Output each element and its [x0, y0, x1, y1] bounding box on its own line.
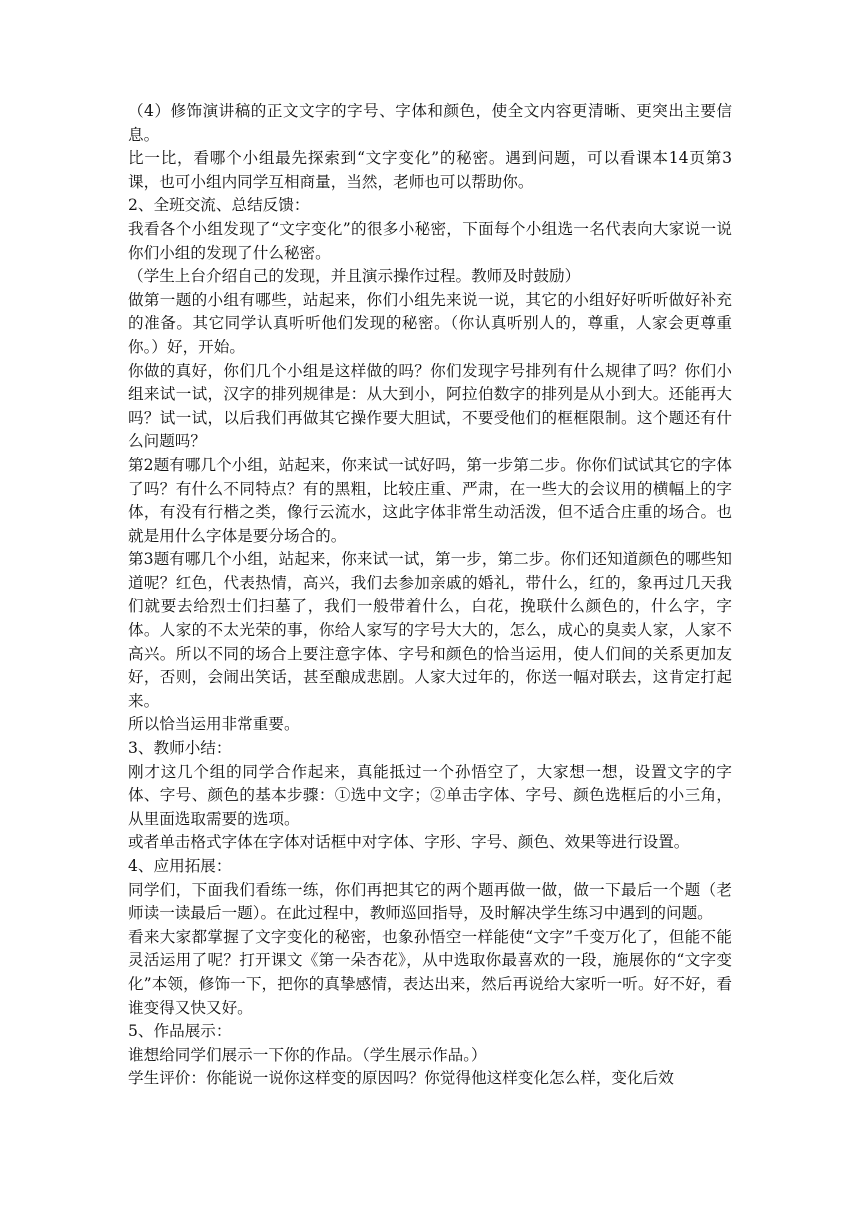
paragraph: （4）修饰演讲稿的正文文字的字号、字体和颜色，使全文内容更清晰、更突出主要信息。	[128, 102, 732, 144]
paragraph: 刚才这几个组的同学合作起来，真能抵过一个孙悟空了，大家想一想，设置文字的字体、字号、颜色的基本步骤：①选中文字；②单击字体、字号、颜色选框后的小三角，从里面选取需要的选项。	[128, 762, 732, 828]
paragraph: 第2题有哪几个小组，站起来，你来试一试好吗，第一步第二步。你你们试试其它的字体了吗？有什么不同特点？有的黑粗，比较庄重、严肃，在一些大的会议用的横幅上的字体，有没有行楷之类，像行云流水，这此字体非常生动活泼，但不适合庄重的场合。也就是用什么字体是要分场合的。	[128, 455, 732, 545]
paragraph: 看来大家都掌握了文字变化的秘密，也象孙悟空一样能使“文字”千变万化了，但能不能灵活运用了呢？打开课文《第一朵杏花》，从中选取你最喜欢的一段，施展你的“文字变化”本领，修饰一下，把你的真挚感情，表达出来，然后再说给大家听一听。好不好，看谁变得又快又好。	[128, 927, 732, 1017]
paragraph: 所以恰当运用非常重要。	[128, 715, 300, 734]
paragraph: 学生评价：你能说一说你这样变的原因吗？你觉得他这样变化怎么样，变化后效	[128, 1069, 674, 1088]
paragraph: 或者单击格式字体在字体对话框中对字体、字形、字号、颜色、效果等进行设置。	[128, 833, 690, 852]
paragraph: 我看各个小组发现了“文字变化”的很多小秘密，下面每个小组选一名代表向大家说一说你们小组的发现了什么秘密。	[128, 219, 732, 262]
paragraph: 比一比，看哪个小组最先探索到“文字变化”的秘密。遇到问题，可以看课本14页第3课，也可小组内同学互相商量，当然，老师也可以帮助你。	[128, 149, 732, 191]
section-heading: 3、教师小结：	[128, 739, 232, 758]
paragraph: 你做的真好，你们几个小组是这样做的吗？你们发现字号排列有什么规律了吗？你们小组来试一试，汉字的排列规律是：从大到小，阿拉伯数字的排列是从小到大。还能再大吗？试一试，以后我们再做其它操作要大胆试，不要受他们的框框限制。这个题还有什么问题吗？	[128, 361, 732, 451]
section-heading: 2、全班交流、总结反馈：	[128, 196, 310, 215]
paragraph: 做第一题的小组有哪些，站起来，你们小组先来说一说，其它的小组好好听听做好补充的准备。其它同学认真听听他们发现的秘密。（你认真听别人的，尊重，人家会更尊重你。）好，开始。	[128, 290, 732, 356]
paragraph: 第3题有哪几个小组，站起来，你来试一试，第一步，第二步。你们还知道颜色的哪些知道呢？红色，代表热情，高兴，我们去参加亲戚的婚礼，带什么，红的，象再过几天我们就要去给烈士们扫墓了，我们一般带着什么，白花，挽联什么颜色的，什么字，字体。人家的不太光荣的事，你给人家写的字号大大的，怎么，成心的臭卖人家，人家不高兴。所以不同的场合上要注意字体、字号和颜色的恰当运用，使人们间的关系更加友好，否则，会闹出笑话，甚至酿成悲剧。人家大过年的，你送一幅对联去，这肯定打起来。	[128, 550, 732, 710]
paragraph: （学生上台介绍自己的发现，并且演示操作过程。教师及时鼓励）	[128, 267, 581, 286]
document-body	[128, 100, 732, 1091]
section-heading: 5、作品展示：	[128, 1022, 232, 1041]
paragraph: 同学们，下面我们看练一练，你们再把其它的两个题再做一做，做一下最后一个题（老师读一读最后一题）。在此过程中，教师巡回指导，及时解决学生练习中遇到的问题。	[128, 880, 732, 923]
paragraph: 谁想给同学们展示一下你的作品。（学生展示作品。）	[128, 1045, 487, 1064]
section-heading: 4、应用拓展：	[128, 857, 232, 875]
